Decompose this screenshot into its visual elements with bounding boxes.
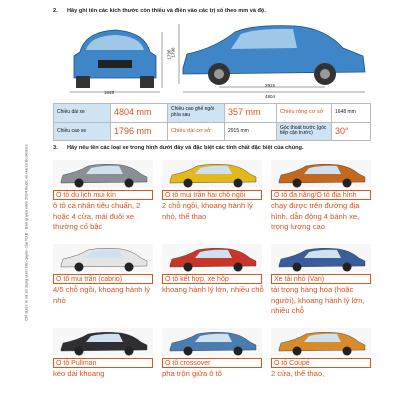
table-cell: 357 mm <box>225 104 277 123</box>
car-wheel-left <box>76 76 90 88</box>
car-type-description: 4/5 chỗ ngồi, khoang hành lý nhỏ <box>53 285 151 305</box>
car-type-description: 2 chỗ ngồi, khoang hành lý nhỏ, thể thao <box>162 201 253 221</box>
car-illustration <box>162 328 262 356</box>
car-wheel <box>125 263 134 272</box>
car-wheel-hub <box>320 69 330 79</box>
car-illustration <box>53 160 153 188</box>
dim-label: 4804 <box>265 94 276 99</box>
question-number: 3. <box>53 145 58 151</box>
table-row <box>54 104 371 123</box>
car-type-description: khoang hành lý lớn, nhiều chỗ <box>162 285 264 294</box>
car-wheel <box>125 347 134 356</box>
car-front-view <box>60 22 170 94</box>
car-type-description: tải trọng hàng hóa (hoặc người), khoang hành lý lớn, nhiều chỗ <box>271 285 365 316</box>
car-wheel <box>293 263 302 272</box>
car-wheel <box>75 179 84 188</box>
car-wheel <box>234 179 243 188</box>
car-type-description: 2 cửa, thể thao, <box>271 369 325 378</box>
car-illustration <box>162 244 262 272</box>
car-wheel <box>75 347 84 356</box>
question-text: Hãy nêu tên các loại xe trong hình dưới đây và đặc biệt các tính chất đặc biệt của chúng. <box>67 145 304 151</box>
table-cell: 1796 mm <box>111 122 168 141</box>
car-type-title: Ô tô mui trần (cabrio) <box>53 274 153 284</box>
table-cell: Chiều cao ghế ngồi phía sau <box>168 104 225 123</box>
car-type-title: Ô tô Pullman <box>53 358 153 368</box>
car-type-description: pha trộn giữa ô tô <box>162 369 222 378</box>
question-number: 2. <box>53 8 58 14</box>
table-cell: Chiều dài cơ sở <box>168 122 225 141</box>
table-cell: 1648 mm <box>332 104 371 123</box>
car-type-title: Ô tô mui trần hai chỗ ngồi <box>162 190 262 200</box>
car-type-title: Ô tô du lịch mui kín <box>53 190 153 200</box>
car-wheel <box>343 263 352 272</box>
car-type-title: Xe tải nhỏ (Van) <box>271 274 371 284</box>
car-type-description: chạy được trên đường địa hình, dẫn động 4 bánh xe, trọng lượng cao <box>271 201 360 232</box>
question-3-heading <box>53 145 304 151</box>
table-cell: Chiều rộng cơ sở <box>277 104 332 123</box>
table-cell: 30° <box>332 122 371 141</box>
car-illustration <box>162 160 262 188</box>
table-cell: Chiều cao xe <box>54 122 111 141</box>
car-wheel <box>343 179 352 188</box>
car-type-title: Ô tô Coupé <box>271 358 371 368</box>
table-cell: 2915 mm <box>225 122 277 141</box>
car-wheel-hub <box>214 69 224 79</box>
car-type-title: Ô tô kết hợp, xe hộp <box>162 274 262 284</box>
car-wheel <box>293 347 302 356</box>
dim-label: 1796 <box>170 47 176 58</box>
car-wheel-right <box>140 76 154 88</box>
copyright-sidebar <box>6 120 28 360</box>
car-wheel <box>184 179 193 188</box>
car-illustration <box>53 244 153 272</box>
car-wheel <box>234 263 243 272</box>
car-type-description: kéo dài khoang <box>53 369 105 378</box>
car-wheel <box>293 179 302 188</box>
car-wheel <box>125 179 134 188</box>
car-grille <box>98 60 132 68</box>
table-cell: Chiều dài xe <box>54 104 111 123</box>
car-type-title: Ô tô đa năng/Ô tô địa hình <box>271 190 371 200</box>
dim-label: 2915 <box>265 83 276 88</box>
table-cell: Góc thoát trước (góc tiếp cận trước) <box>277 122 332 141</box>
car-illustration <box>271 328 371 356</box>
dim-label: 1648 <box>104 90 115 95</box>
question-2-heading <box>53 8 266 14</box>
car-illustration <box>271 160 371 188</box>
car-wheel <box>75 263 84 272</box>
dimension-table <box>53 103 371 141</box>
dim-label: 1796 <box>166 49 172 60</box>
question-text: Hãy ghi tên các kích thước còn thiếu và điền vào các trị số theo mm và độ. <box>67 8 266 14</box>
car-illustration <box>271 244 371 272</box>
copyright-text: Chỉ được in và sử dụng dưới bản quyền của NXB - Bản quyền năm 2024 thuộc về Hanoi Bookstore <box>23 144 29 321</box>
car-wheel <box>343 347 352 356</box>
car-wheel <box>184 347 193 356</box>
table-cell: 4804 mm <box>111 104 168 123</box>
car-wheel <box>234 347 243 356</box>
car-illustration <box>53 328 153 356</box>
car-type-title: Ô tô crossover <box>162 358 262 368</box>
table-row <box>54 122 371 141</box>
car-type-description: ô tô cá nhân tiêu chuẩn, 2 hoặc 4 cửa, mái đuôi xe thường cố bậc <box>53 201 141 232</box>
car-wheel <box>184 263 193 272</box>
